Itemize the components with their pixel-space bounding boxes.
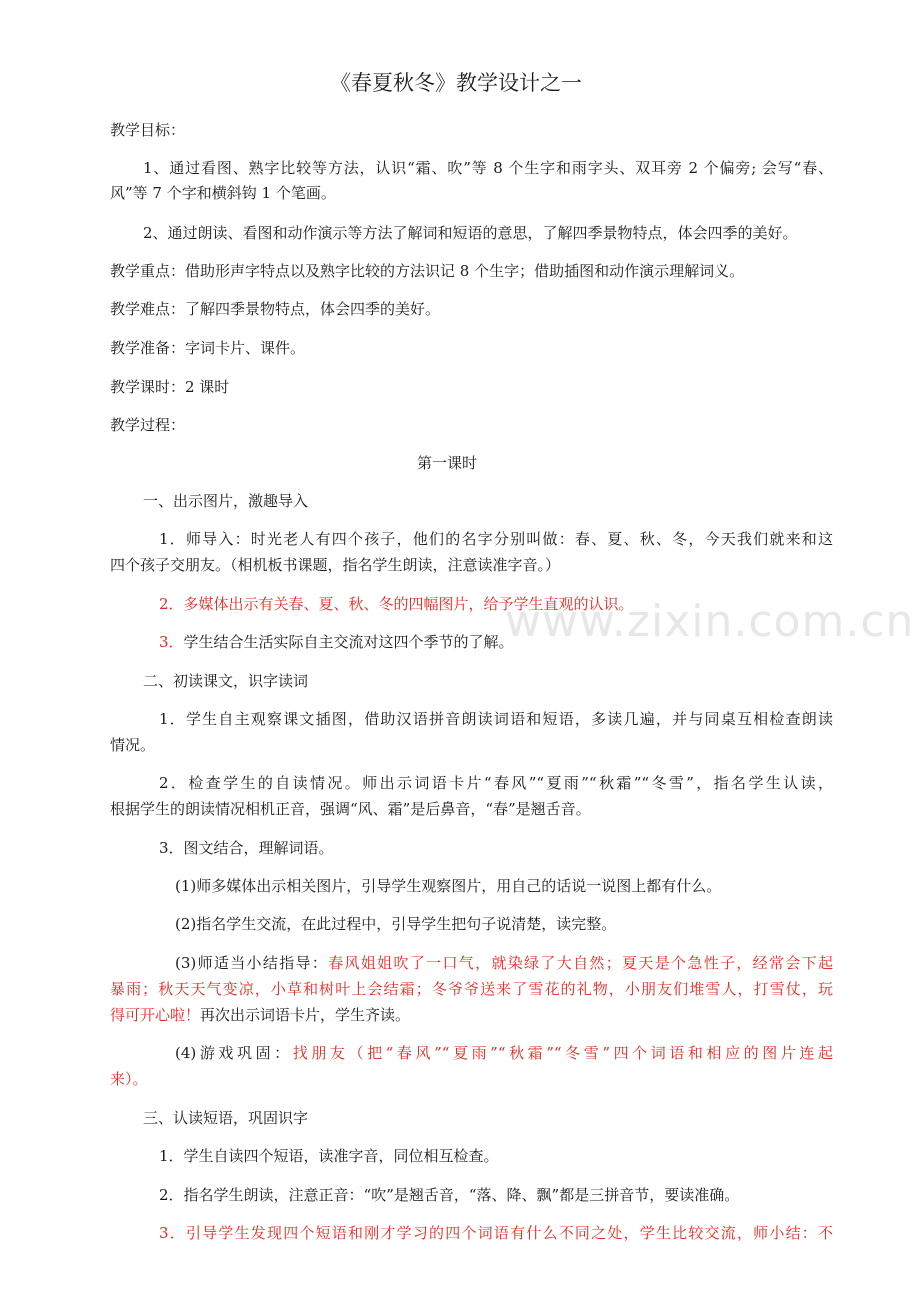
section-3-heading: 三、认读短语，巩固识字	[143, 1109, 309, 1127]
section-3-item-2: 2．指名学生朗读，注意正音：“吹”是翘舌音，“落、降、飘”都是三拼音节，要读准确。	[159, 1186, 740, 1204]
section-2-item-2-line-2: 根据学生的朗读情况相机正音，强调“风、霜”是后鼻音，“春”是翘舌音。	[110, 800, 591, 818]
objective-2: 2、通过朗读、看图和动作演示等方法了解词和短语的意思，了解四季景物特点，体会四季的美好。	[143, 224, 798, 242]
section-3-item-3	[159, 1223, 833, 1243]
objective-1-line-2: 风”等 7 个字和横斜钩 1 个笔画。	[110, 184, 336, 202]
section-1-item-1-line-1: 1．师导入：时光老人有四个孩子，他们的名字分别叫做：春、夏、秋、冬，今天我们就来和这	[159, 530, 833, 548]
section-2-sub-4-line-2: 来）。	[110, 1070, 148, 1088]
section-3-item-1: 1．学生自读四个短语，读准字音，同位相互检查。	[159, 1147, 499, 1165]
section-2-sub-4-red-1: 找朋友（把“春风”“夏雨”“秋霜”“冬雪”四个词语和相应的图片连起	[292, 1044, 833, 1062]
watermark: www.zixin.com.cn	[505, 596, 915, 647]
section-1-item-3	[159, 632, 514, 652]
class-hours: 教学课时：2 课时	[110, 378, 230, 396]
section-2-sub-3-prefix: (3)师适当小结指导：	[175, 954, 329, 972]
section-2-sub-3-tail: 再次出示词语卡片，学生齐读。	[200, 1006, 411, 1024]
section-2-sub-1: (1)师多媒体出示相关图片，引导学生观察图片，用自己的话说一说图上都有什么。	[175, 877, 722, 895]
section-2-item-1-line-2: 情况。	[110, 736, 156, 754]
lesson-1-heading: 第一课时	[417, 454, 478, 472]
section-2-sub-3-line-3	[110, 1005, 410, 1025]
section-2-sub-3-red-3: 得可开心啦！	[110, 1006, 201, 1024]
objective-1-line-1: 1、通过看图、熟字比较等方法，认识“霜、吹”等 8 个生字和雨字头、双耳旁 2 个偏旁; 会写“春、	[143, 159, 833, 177]
section-2-sub-4-prefix: (4)游戏巩固：	[175, 1044, 293, 1062]
section-3-item-3-number: 3．	[159, 1224, 186, 1242]
section-1-item-1-line-2: 四个孩子交朋友。（相机板书课题，指名学生朗读，注意读准字音。）	[110, 556, 561, 574]
section-2-item-3: 3．图文结合，理解词语。	[159, 839, 334, 857]
section-2-sub-4-line-1	[175, 1043, 833, 1063]
section-2-sub-2: (2)指名学生交流，在此过程中，引导学生把句子说清楚，读完整。	[175, 915, 617, 933]
section-1-item-3-number: 3．	[159, 633, 184, 651]
document-title: 《春夏秋冬》教学设计之一	[330, 71, 582, 95]
objectives-heading: 教学目标：	[110, 121, 186, 139]
section-2-sub-3-line-2: 暴雨；秋天天气变凉，小草和树叶上会结霜；冬爷爷送来了雪花的礼物，小朋友们堆雪人，打雪仗，玩	[110, 980, 833, 998]
key-points: 教学重点：借助形声字特点以及熟字比较的方法识记 8 个生字；借助插图和动作演示理解词义。	[110, 262, 745, 280]
section-2-item-2-line-1: 2．检查学生的自读情况。师出示词语卡片“春风”“夏雨”“秋霜”“冬雪”，指名学生认读，	[159, 774, 833, 792]
section-3-item-3-text: 引导学生发现四个短语和刚才学习的四个词语有什么不同之处，学生比较交流，师小结：不	[185, 1224, 833, 1242]
section-1-item-2: 2．多媒体出示有关春、夏、秋、冬的四幅图片，给予学生直观的认识。	[159, 595, 634, 613]
process-heading: 教学过程：	[110, 416, 186, 434]
section-1-item-3-text: 学生结合生活实际自主交流对这四个季节的了解。	[183, 633, 514, 651]
section-2-sub-3-line-1	[175, 953, 833, 973]
section-2-item-1-line-1: 1．学生自主观察课文插图，借助汉语拼音朗读词语和短语，多读几遍，并与同桌互相检查朗读	[159, 710, 833, 728]
section-2-sub-3-red-1: 春风姐姐吹了一口气，就染绿了大自然；夏天是个急性子，经常会下起	[328, 954, 833, 972]
section-2-heading: 二、初读课文，识字读词	[143, 672, 309, 690]
difficulty: 教学难点：了解四季景物特点，体会四季的美好。	[110, 300, 441, 318]
section-1-heading: 一、出示图片，激趣导入	[143, 492, 309, 510]
preparation: 教学准备：字词卡片、课件。	[110, 339, 306, 357]
